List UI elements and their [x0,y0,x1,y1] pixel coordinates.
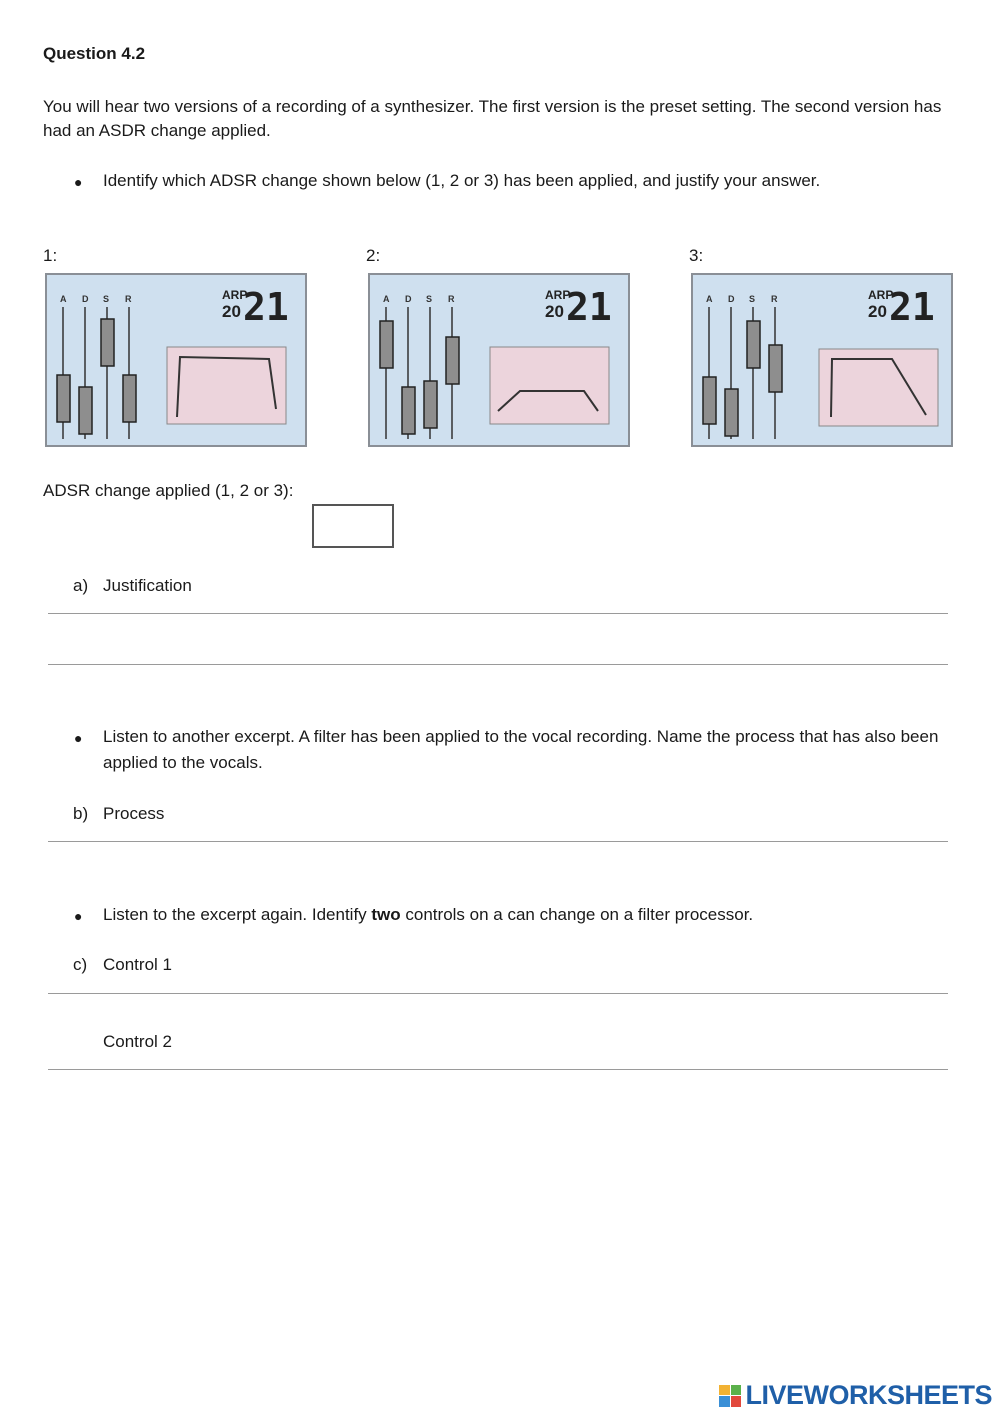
logo-21: 21 [889,285,935,329]
logo-21: 21 [243,285,289,329]
bullet-controls-bold: two [371,905,401,924]
synth-panel-1 [45,273,307,447]
slider-knob-s [101,319,114,366]
panel-3-label: 3: [689,246,704,265]
control-2-answer-line[interactable] [48,1069,948,1070]
bullet-dot: ● [74,908,83,924]
slider-knob-d [402,387,415,434]
control-2-label: Control 2 [103,1032,172,1051]
slider-label-a: A [383,294,390,304]
synth-panel-2 [368,273,630,447]
adsr-diagram-2 [370,275,628,445]
process-answer-line[interactable] [48,841,948,842]
slider-knob-s [424,381,437,428]
control-1-label: Control 1 [103,955,172,974]
slider-label-r: R [125,294,132,304]
bullet-dot: ● [74,174,83,190]
slider-knob-r [123,375,136,422]
slider-knob-r [446,337,459,384]
adsr-diagram-3 [693,275,951,445]
question-intro: You will hear two versions of a recording of a synthesizer. The first version is the preset setting. The second version has had an ASDR change applied. [43,97,942,140]
slider-label-d: D [405,294,412,304]
panel-2-label: 2: [366,246,381,265]
panel-1-label: 1: [43,246,58,265]
question-title: Question 4.2 [43,44,146,63]
part-b-letter: b) [73,804,89,823]
liveworksheets-icon [719,1385,741,1407]
bullet-controls [103,902,943,928]
bullet-dot: ● [74,730,83,746]
bullet-controls-text-2: controls on a can change on a filter processor. [400,905,754,924]
bullet-controls-text-1: Listen to the excerpt again. Identify [103,905,372,924]
justification-answer-line-1[interactable] [48,613,948,614]
slider-label-r: R [771,294,778,304]
bullet-filter: Listen to another excerpt. A filter has been applied to the vocal recording. Name the process that has also been applied to the vocals. [103,727,939,772]
logo-20: 20 [222,302,241,321]
slider-knob-r [769,345,782,392]
slider-label-d: D [728,294,735,304]
logo-arp: ARP [545,288,571,302]
slider-label-s: S [749,294,756,304]
bullet-identify: Identify which ADSR change shown below (1, 2 or 3) has been applied, and justify your answer. [103,171,821,190]
answer-label: ADSR change applied (1, 2 or 3): [43,481,294,500]
part-a-label: Justification [103,576,192,595]
slider-label-s: S [426,294,433,304]
synth-panel-3 [691,273,953,447]
answer-input[interactable] [312,504,394,548]
logo-arp: ARP [222,288,248,302]
part-c-letter: c) [73,955,88,974]
slider-label-a: A [706,294,713,304]
slider-knob-a [57,375,70,422]
logo-21: 21 [566,285,612,329]
adsr-diagram-1 [47,275,305,445]
slider-knob-d [79,387,92,434]
control-1-answer-line[interactable] [48,993,948,994]
logo-20: 20 [545,302,564,321]
slider-label-d: D [82,294,89,304]
logo-20: 20 [868,302,887,321]
slider-knob-a [380,321,393,368]
slider-label-a: A [60,294,67,304]
liveworksheets-logo [719,1380,992,1411]
envelope-screen [490,347,609,424]
slider-knob-d [725,389,738,436]
logo-arp: ARP [868,288,894,302]
slider-label-r: R [448,294,455,304]
slider-knob-s [747,321,760,368]
part-a-letter: a) [73,576,89,595]
envelope-screen [819,349,938,426]
slider-label-s: S [103,294,110,304]
part-b-label: Process [103,804,165,823]
liveworksheets-brand-text: LIVEWORKSHEETS [745,1380,992,1410]
slider-knob-a [703,377,716,424]
justification-answer-line-2[interactable] [48,664,948,665]
